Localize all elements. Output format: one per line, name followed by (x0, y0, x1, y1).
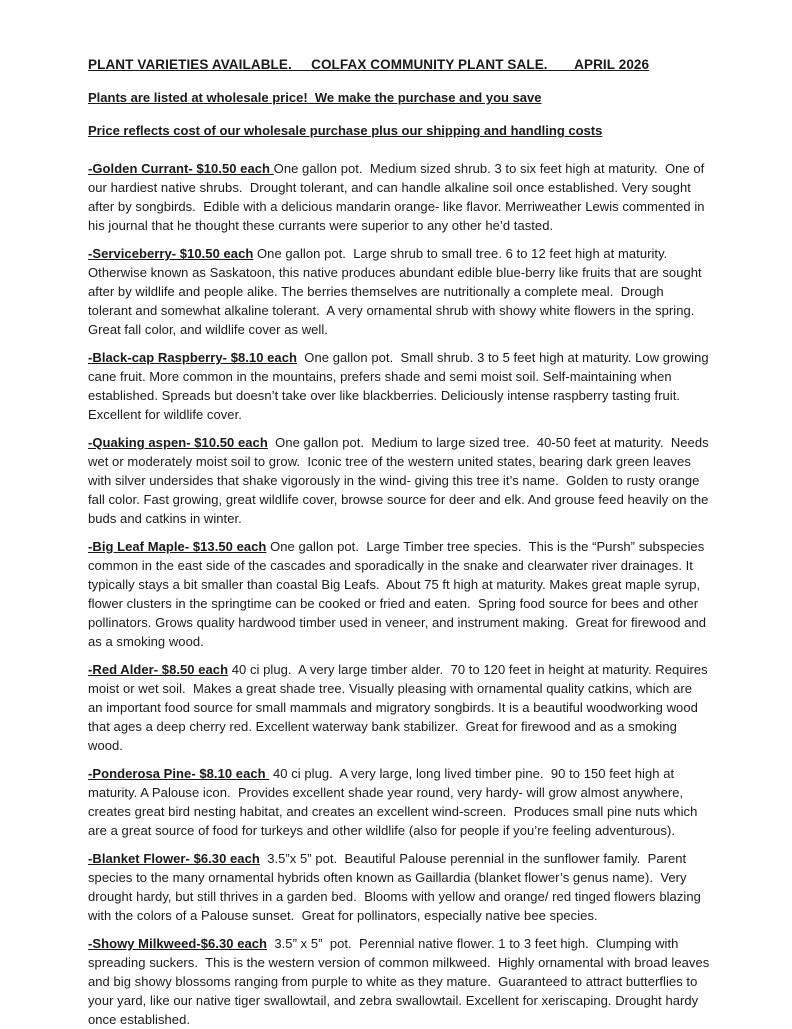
subtitle-wholesale-price: Plants are listed at wholesale price! We make the purchase and you save (88, 90, 542, 105)
plant-description: 40 ci plug. A very large timber alder. 70 to 120 feet in height at maturity. Requires moist or wet soil. Makes a great shade tree. Visually pleasing with ornamental quality catkins, which are an important food source for small mammals and migratory songbirds. It is a beautiful woodworking wood that ages a deep cherry red. Excellent waterway bank stabilizer. Great for firewood and as a smoking wood. (88, 662, 712, 753)
plant-description: One gallon pot. Medium to large sized tree. 40-50 feet at maturity. Needs wet or moderately moist soil to grow. Iconic tree of the western united states, bearing dark green leaves with silver undersides that shake vigorously in the wind- giving this tree it’s name. Golden to rusty orange fall color. Fast growing, great wildlife cover, browse source for deer and elk. And grouse feed heavily on the buds and catkins in winter. (88, 435, 713, 526)
plant-description: 3.5” x 5” pot. Perennial native flower. 1 to 3 feet high. Clumping with spreading suckers. This is the western version of common milkweed. Highly ornamental with broad leaves and big showy blossoms ranging from purple to white as they mature. Guaranteed to attract butterflies to your yard, like our native tiger swallowtail, and zebra swallowtail. Excellent for xeriscaping. Drought hardy once established. (88, 936, 713, 1027)
plant-name-price: -Showy Milkweed-$6.30 each (88, 936, 268, 951)
plant-name-price: -Blanket Flower- $6.30 each (88, 851, 260, 866)
plant-description: 3.5”x 5” pot. Beautiful Palouse perennial in the sunflower family. Parent species to the many ornamental hybrids often known as Gaillardia (blanket flower’s genus name). Very drought hardy, but still thrives in a garden bed. Blooms with yellow and orange/ red tinged flowers blazing with the colors of a Palouse sunset. Great for pollinators, especially native bee species. (88, 851, 705, 923)
plant-name-price: -Black-cap Raspberry- $8.10 each (88, 350, 297, 365)
plant-name-price: -Quaking aspen- $10.50 each (88, 435, 268, 450)
plant-description: One gallon pot. Large shrub to small tree. 6 to 12 feet high at maturity. Otherwise known as Saskatoon, this native produces abundant edible blue-berry like fruits that are sought after by wildlife and people alike. The berries themselves are nutritionally a complete meal. Drough tolerant and somewhat alkaline tolerant. A very ornamental shrub with showy white flowers in the spring. Great fall color, and wildlife cover as well. (88, 246, 706, 337)
plant-description: One gallon pot. Small shrub. 3 to 5 feet high at maturity. Low growing cane fruit. More common in the mountains, prefers shade and semi moist soil. Self-maintaining when established. Spreads but doesn’t take over like blackberries. Deliciously intense raspberry tasting fruit. Excellent for wildlife cover. (88, 350, 713, 422)
plant-entry-blanket-flower (88, 849, 710, 925)
plant-name-price: -Big Leaf Maple- $13.50 each (88, 539, 267, 554)
plant-entry-ponderosa-pine (88, 764, 710, 840)
plant-entry-quaking-aspen (88, 433, 713, 528)
plant-name-price: -Ponderosa Pine- $8.10 each (88, 766, 270, 781)
plant-entry-showy-milkweed (88, 934, 713, 1029)
plant-entry-golden-currant (88, 159, 710, 235)
plant-description: One gallon pot. Large Timber tree species. This is the “Pursh” subspecies common in the east side of the cascades and sporadically in the snake and clearwater river drainages. It typically stays a bit smaller than coastal Big Leafs. About 75 ft high at maturity. Makes great maple syrup, flower clusters in the springtime can be cooked or fried and eaten. Spring food source for bees and other pollinators. Grows quality hardwood timber used in veneer, and instrument making. Great for firewood and as a smoking wood. (88, 539, 710, 649)
plant-name-price: -Golden Currant- $10.50 each (88, 161, 274, 176)
plant-entry-red-alder (88, 660, 710, 755)
plant-entry-big-leaf-maple (88, 537, 710, 651)
subtitle-price-reflects: Price reflects cost of our wholesale purchase plus our shipping and handling costs (88, 123, 603, 138)
plant-description: 40 ci plug. A very large, long lived timber pine. 90 to 150 feet high at maturity. A Palouse icon. Provides excellent shade year round, very hardy- will grow almost anywhere, creates great bird nesting habitat, and creates an excellent wind-screen. Produces small pine nuts which are a great source of food for turkeys and other wildlife (also for people if you’re feeling adventurous). (88, 766, 702, 838)
plant-name-price: -Serviceberry- $10.50 each (88, 246, 254, 261)
plant-description: One gallon pot. Medium sized shrub. 3 to six feet high at maturity. One of our hardiest native shrubs. Drought tolerant, and can handle alkaline soil once established. Very sought after by songbirds. Edible with a delicious mandarin orange- like flavor. Merriweather Lewis commented in his journal that he thought these currants were superior to any other he’d tasted. (88, 161, 709, 233)
plant-entry-black-cap-raspberry (88, 348, 713, 424)
plant-name-price: -Red Alder- $8.50 each (88, 662, 229, 677)
document-title: PLANT VARIETIES AVAILABLE. COLFAX COMMUNITY PLANT SALE. APRIL 2026 (88, 57, 650, 72)
plant-entry-serviceberry (88, 244, 710, 339)
